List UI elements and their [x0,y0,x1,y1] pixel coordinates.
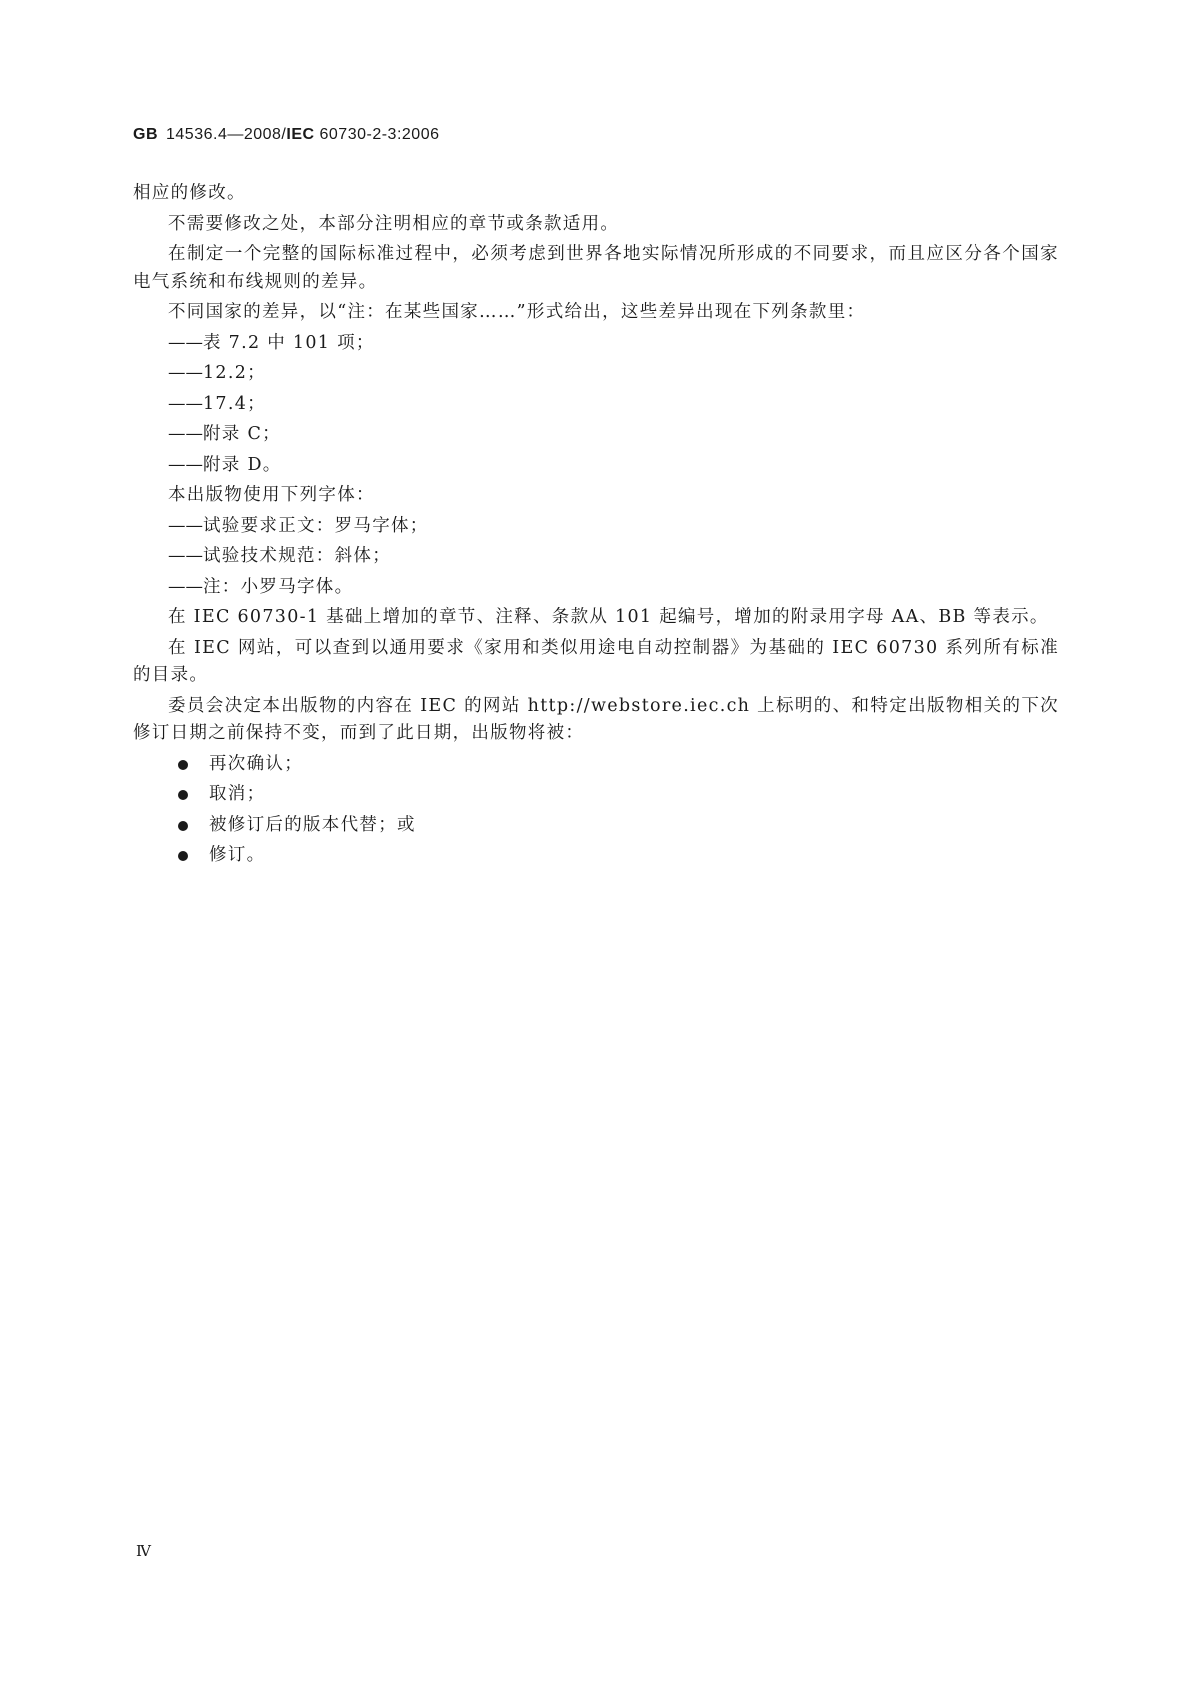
dash-marker: —— [168,332,203,353]
paragraph-numbering: 在 IEC 60730-1 基础上增加的章节、注释、条款从 101 起编号，增加的附录用字母 AA、BB 等表示。 [168,607,1049,627]
bullet-dot-icon [178,821,188,831]
list-item: ——试验要求正文：罗马字体； [168,515,429,536]
bullet-dot-icon [178,790,188,800]
dash-marker: —— [168,393,203,414]
header-gb-number: 14536.4—2008/ [166,126,287,143]
list-item: ——附录 D。 [168,454,282,475]
list-item: 取消； [133,781,1059,809]
header-iec-label: IEC [286,126,315,143]
list-item: 被修订后的版本代替；或 [133,812,1059,840]
list-item: ——附录 C； [168,424,281,444]
list-item: 修订。 [133,842,1059,870]
list-item: ——试验技术规范：斜体； [168,546,391,566]
page-number: Ⅳ [136,1542,151,1560]
dash-marker: —— [168,546,203,566]
paragraph-national-differences: 不同国家的差异，以“注：在某些国家……”形式给出，这些差异出现在下列条款里： [168,302,866,322]
list-item: 再次确认； [133,751,1059,779]
bullet-dot-icon [178,851,188,861]
list-item: ——12.2； [168,363,266,383]
dash-marker: —— [168,576,203,597]
paragraph-unmodified-clauses: 不需要修改之处，本部分注明相应的章节或条款适用。 [168,213,620,234]
dash-marker: —— [168,363,203,383]
bullet-dot-icon [178,760,188,770]
page-header [133,126,439,144]
paragraph-fonts-intro: 本出版物使用下列字体： [168,485,375,505]
paragraph-iec-website: 在 IEC 网站，可以查到以通用要求《家用和类似用途电自动控制器》为基础的 IEC 60730 系列所有标准的目录。 [133,637,1059,685]
header-iec-number: 60730-2-3:2006 [319,126,440,143]
header-gb-label: GB [133,126,158,143]
list-item: ——注：小罗马字体。 [168,576,354,597]
list-item: ——表 7.2 中 101 项； [168,332,375,353]
dash-marker: —— [168,424,203,444]
page-body [133,180,1059,870]
outcome-bullet-list [133,751,1059,870]
dash-marker: —— [168,454,203,475]
paragraph-continuation: 相应的修改。 [133,183,246,203]
list-item: ——17.4； [168,393,266,414]
dash-marker: —— [168,515,203,536]
paragraph-committee-decision: 委员会决定本出版物的内容在 IEC 的网站 http://webstore.iec.ch 上标明的、和特定出版物相关的下次修订日期之前保持不变，而到了此日期，出版物将被： [133,695,1059,743]
paragraph-international-standard: 在制定一个完整的国际标准过程中，必须考虑到世界各地实际情况所形成的不同要求，而且应区分各个国家电气系统和布线规则的差异。 [133,244,1059,292]
